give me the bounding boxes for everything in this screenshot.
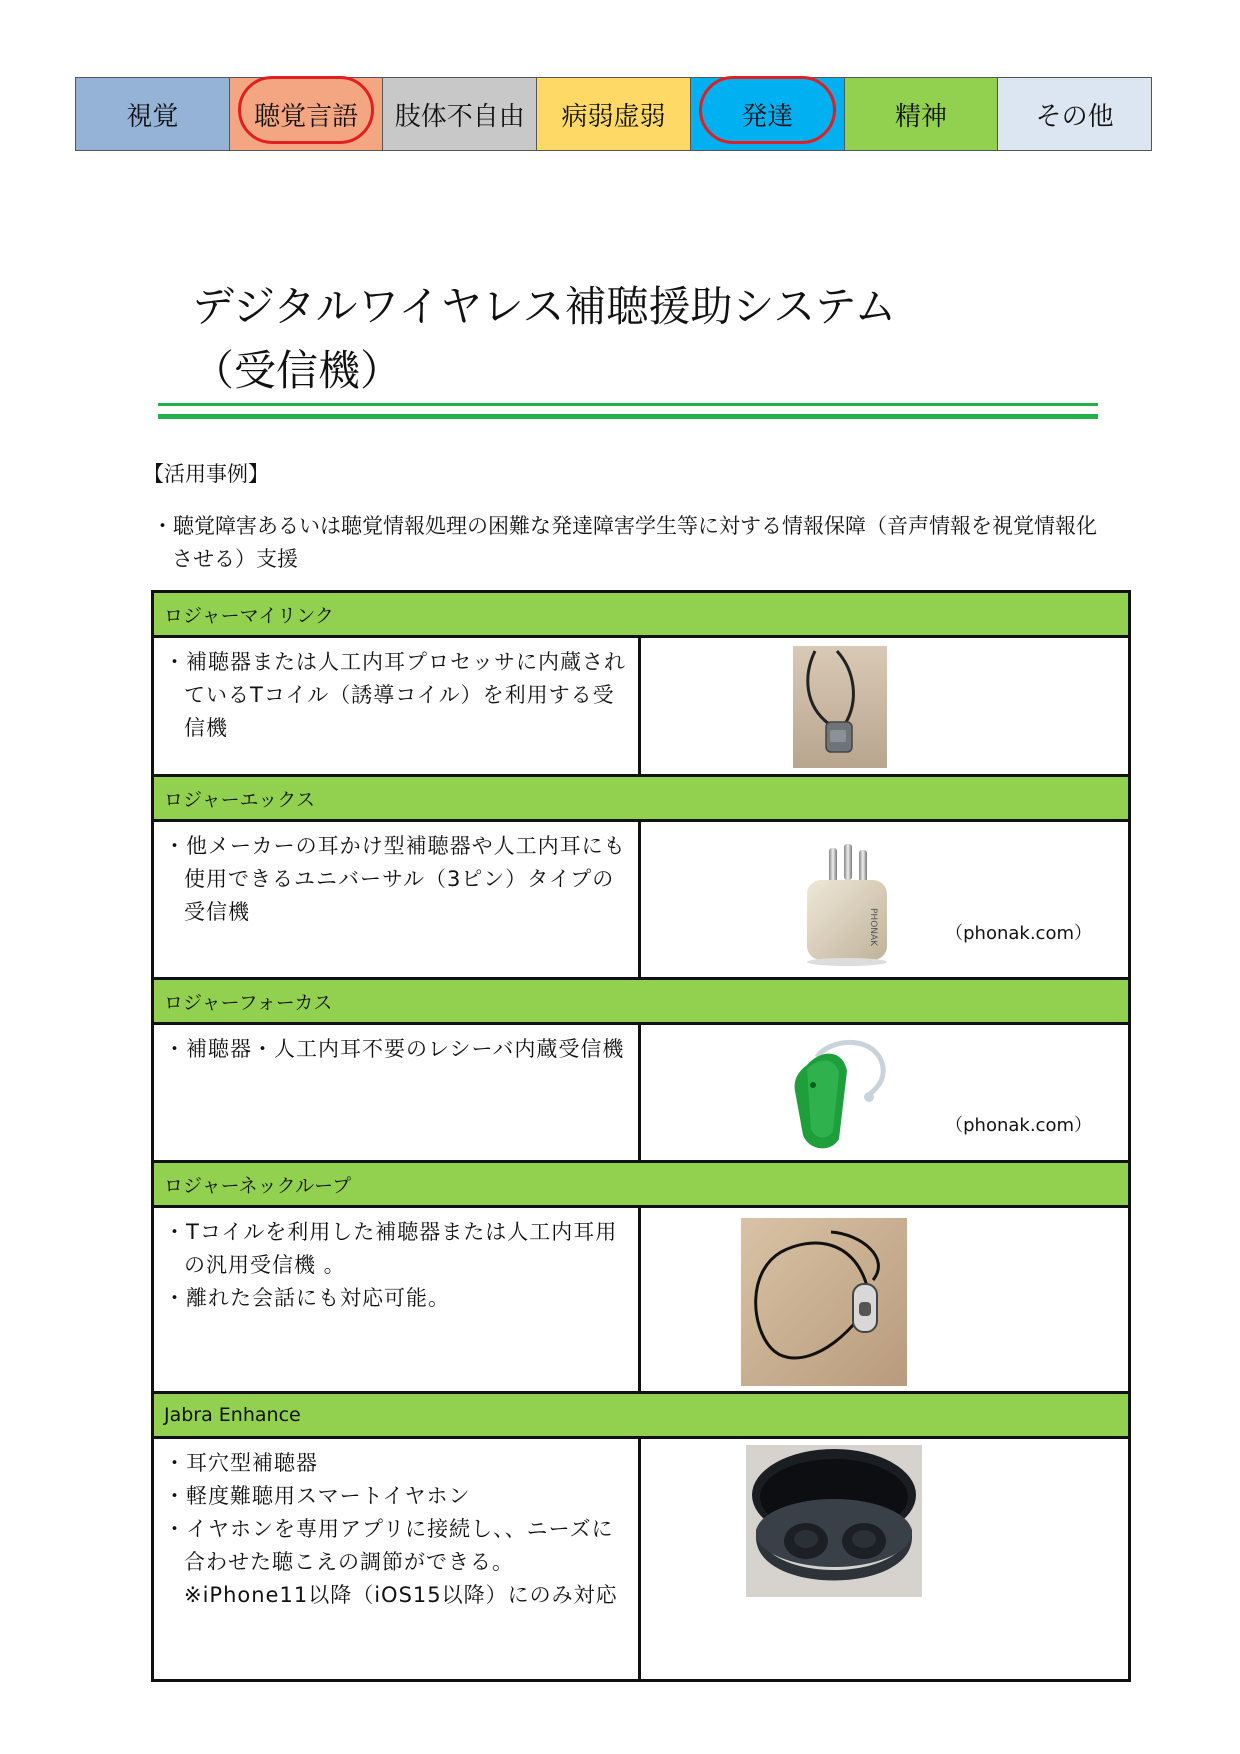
neckloop-receiver-photo: [741, 1218, 907, 1386]
product-row: [154, 1208, 1128, 1391]
product-description-line: ・イヤホンを専用アプリに接続し、、ニーズに合わせた聴こえの調節ができる。※iPhone11以降（iOS15以降）にのみ対応: [164, 1517, 618, 1607]
product-image-cell: [641, 638, 1128, 774]
product-row: [154, 638, 1128, 774]
product-image-cell: [641, 822, 1128, 977]
image-source-label: （phonak.com）: [945, 1115, 1092, 1136]
product-description: [154, 638, 638, 774]
page-title-line1: デジタルワイヤレス補聴援助システム: [192, 282, 897, 331]
page-title: [192, 275, 896, 403]
title-divider-top: [158, 403, 1098, 406]
category-mental: 精神: [845, 78, 999, 150]
product-description-line: ・耳穴型補聴器: [164, 1451, 318, 1475]
page-title-line2: （受信機）: [192, 346, 403, 395]
image-source-label: （phonak.com）: [945, 923, 1092, 944]
section-label: 【活用事例】: [143, 462, 269, 486]
highlight-circle: [238, 76, 375, 144]
category-developmental: 発達: [691, 78, 845, 150]
roger-x-receiver-photo: [801, 842, 893, 967]
product-row: [154, 822, 1128, 977]
product-header: ロジャーネックループ: [154, 1163, 1128, 1205]
highlight-circle: [699, 76, 836, 144]
product-description: [154, 1439, 638, 1679]
category-bar: [75, 77, 1152, 151]
category-health: 病弱虚弱: [537, 78, 691, 150]
svg-text:PHONAK: PHONAK: [868, 908, 878, 947]
product-header: ロジャーマイリンク: [154, 593, 1128, 635]
roger-focus-receiver-photo: [781, 1035, 891, 1155]
category-visual: 視覚: [76, 78, 230, 150]
product-description: [154, 1208, 638, 1391]
product-image-cell: [641, 1208, 1128, 1391]
mylink-receiver-photo: [793, 646, 887, 768]
product-description-line: ・補聴器または人工内耳プロセッサに内蔵されているTコイル（誘導コイル）を利用する受信機: [164, 650, 626, 740]
product-description-line: ・Tコイルを利用した補聴器または人工内耳用の汎用受信機 。: [164, 1220, 618, 1277]
product-description-line: ・軽度難聴用スマートイヤホン: [164, 1484, 471, 1508]
product-description-line: ・他メーカーの耳かけ型補聴器や人工内耳にも使用できるユニバーサル（3ピン）タイプの受信機: [164, 834, 626, 924]
product-header: Jabra Enhance: [154, 1394, 1128, 1436]
product-image-cell: [641, 1439, 1128, 1679]
product-header: ロジャーフォーカス: [154, 980, 1128, 1022]
product-description: [154, 1025, 638, 1160]
product-description-line: ・離れた会話にも対応可能。: [164, 1286, 450, 1310]
product-row: [154, 1439, 1128, 1679]
product-row: [154, 1025, 1128, 1160]
product-description: [154, 822, 638, 977]
category-other: その他: [998, 78, 1151, 150]
product-header: ロジャーエックス: [154, 777, 1128, 819]
earbuds-case-photo: [746, 1445, 922, 1597]
product-image-cell: [641, 1025, 1128, 1160]
product-description-line: ・補聴器・人工内耳不要のレシーバ内蔵受信機: [164, 1037, 625, 1061]
category-hearing-language: 聴覚言語: [230, 78, 384, 150]
category-physical: 肢体不自由: [383, 78, 537, 150]
intro-text: ・聴覚障害あるいは聴覚情報処理の困難な発達障害学生等に対する情報保障（音声情報を視覚情報化させる）支援: [152, 514, 1097, 571]
title-divider-bottom: [158, 414, 1098, 419]
product-table: [151, 590, 1131, 1682]
